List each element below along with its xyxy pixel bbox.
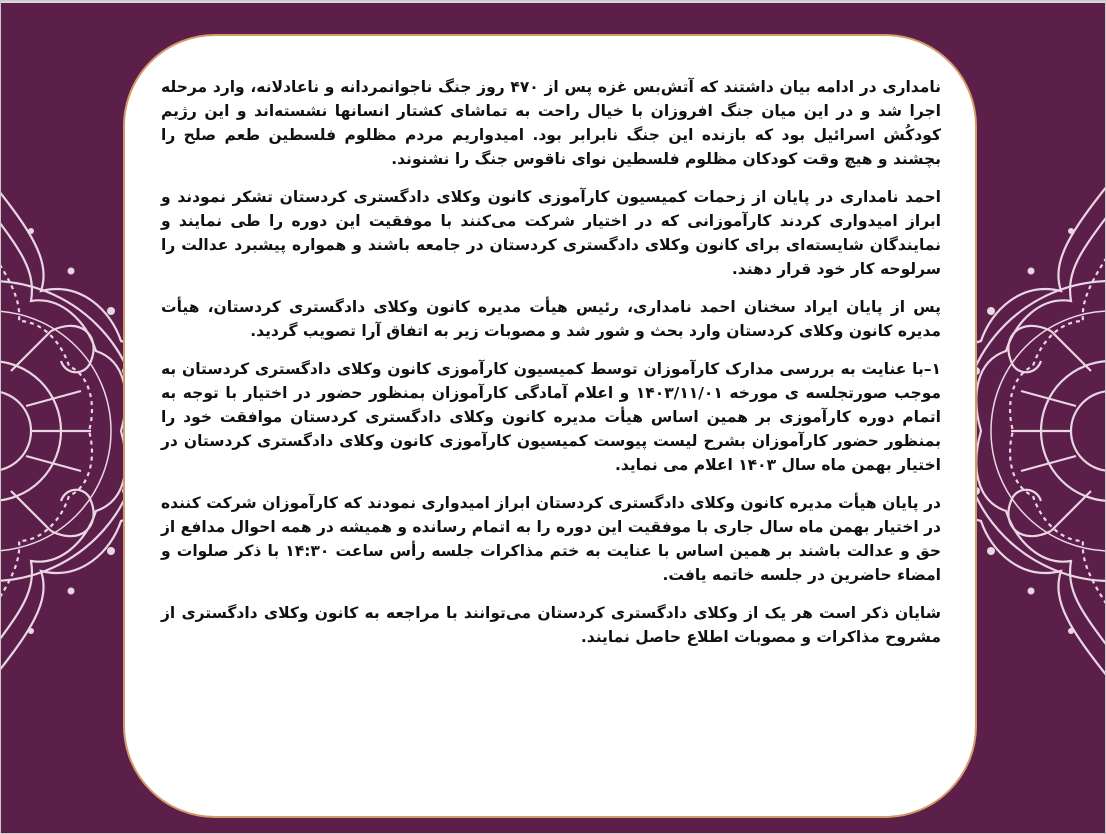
paragraph-thanks-commission: احمد نامداری در پایان از زحمات کمیسیون کارآموزی کانون وکلای دادگستری کردستان تشکر نمودند و ابراز امیدواری کردند کارآموزانی که در اختیار شرکت می‌کنند با موفقیت این دوره را طی نمایند و نمایندگان شایسته‌ای برای کانون وکلای دادگستری کردستان در جامعه باشند و همواره پیشبرد عدالت را سرلوحه کار خود قرار دهند. bbox=[161, 188, 941, 278]
paragraph-closing: در پایان هیأت مدیره کانون وکلای دادگستری کردستان ابراز امیدواری نمودند که کارآموزان شرکت کننده در اختیار بهمن ماه سال جاری با موفقیت این دوره را به اتمام رسانده و همیشه در همه احوال مدافع از حق و عدالت باشند بر همین اساس با عنایت به ختم مذاکرات جلسه رأس ساعت ۱۴:۳۰ با ذکر صلوات و امضاء حاضرین در جلسه خاتمه یافت. bbox=[161, 494, 941, 584]
paragraph-ceasefire: نامداری در ادامه بیان داشتند که آتش‌بس غزه پس از ۴۷۰ روز جنگ ناجوانمردانه و ناعادلانه، وارد مرحله اجرا شد و در این میان جنگ افروزان با خیال راحت به تماشای کشتار انسانها نشسته‌اند و این رژیم کودکُش اسرائیل بود که بازنده این جنگ نابرابر بود. امیدواریم مردم مظلوم فلسطین طعم صلح را بچشند و هیچ وقت کودکان مظلوم فلسطین نوای ناقوس جنگ را نشنوند. bbox=[161, 78, 941, 168]
slide-top-border bbox=[1, 1, 1106, 3]
paragraph-notice: شایان ذکر است هر یک از وکلای دادگستری کردستان می‌توانند با مراجعه به کانون وکلای دادگستری از مشروح مذاکرات و مصوبات اطلاع حاصل نمایند. bbox=[161, 604, 941, 646]
paragraph-resolution-1: ۱–با عنایت به بررسی مدارک کارآموزان توسط کمیسیون کارآموزی کانون وکلای دادگستری کردستان به موجب صورتجلسه ی مورخه ۱۴۰۳/۱۱/۰۱ و اعلام آمادگی کارآموزان بمنظور حضور در اختیار با توجه به اتمام دوره کارآموزی بر همین اساس هیأت مدیره کانون وکلای دادگستری کردستان موافقت خود را بمنظور حضور کارآموزان بشرح لیست پیوست کمیسیون کارآموزی کانون وکلای دادگستری کردستان در اختیار بهمن ماه سال ۱۴۰۳ اعلام می نماید. bbox=[161, 360, 942, 474]
document-body bbox=[161, 75, 941, 663]
paragraph-board-discussion: پس از پایان ایراد سخنان احمد نامداری، رئیس هیأت مدیره کانون وکلای دادگستری کردستان، هیأت مدیره کانون وکلای کردستان وارد بحث و شور شد و مصوبات زیر به اتفاق آرا تصویب گردید. bbox=[161, 298, 941, 340]
